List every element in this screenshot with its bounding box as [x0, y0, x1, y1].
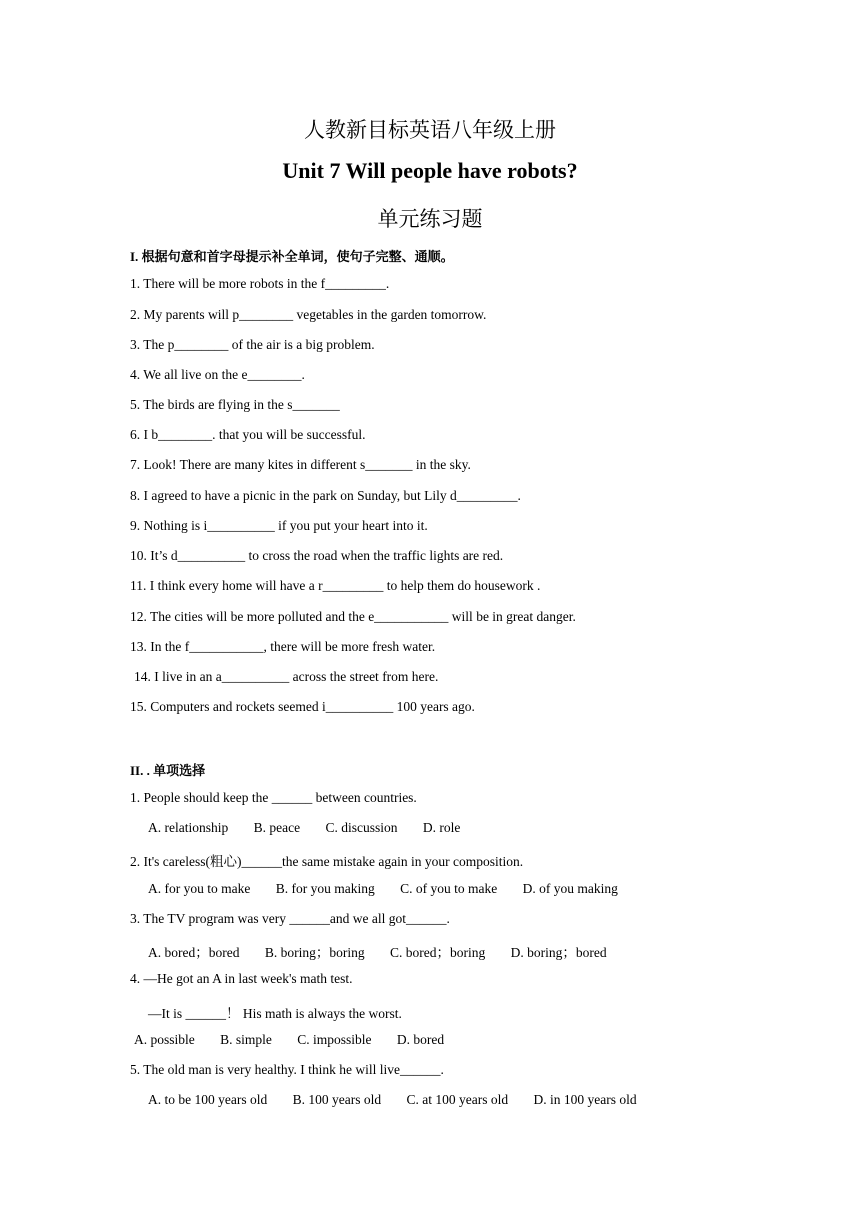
mc-question: 1. People should keep the ______ between countries.	[130, 790, 417, 805]
mc-option: B. boring；boring	[264, 945, 365, 960]
mc-option: C. at 100 years old	[406, 1092, 509, 1107]
fill-blank-item: 5. The birds are flying in the s_______	[130, 397, 340, 412]
section-1-heading	[130, 246, 454, 265]
mc-option: C. impossible	[297, 1032, 372, 1047]
mc-option: A. possible	[134, 1032, 195, 1047]
fill-blank-item: 4. We all live on the e________.	[130, 367, 305, 382]
mc-option: B. for you making	[275, 881, 375, 896]
fill-blank-item: 10. It’s d__________ to cross the road when the traffic lights are red.	[130, 548, 504, 563]
mc-option: A. to be 100 years old	[148, 1092, 268, 1107]
mc-option: B. 100 years old	[292, 1092, 382, 1107]
mc-option: A. bored；bored	[148, 945, 240, 960]
document-title-cn: 人教新目标英语八年级上册	[304, 118, 556, 142]
mc-option: C. of you to make	[400, 881, 498, 896]
mc-question: 3. The TV program was very ______and we all got______.	[130, 911, 450, 926]
mc-option: A. for you to make	[148, 881, 251, 896]
section-2-title: 单项选择	[153, 764, 206, 779]
mc-question: 4. —He got an A in last week's math test.	[130, 971, 353, 986]
section-1-title: 根据句意和首字母提示补全单词，使句子完整、通顺。	[141, 250, 454, 265]
section-2-number: II. .	[130, 763, 150, 778]
mc-options	[134, 1032, 466, 1048]
fill-blank-item: 9. Nothing is i__________ if you put your heart into it.	[130, 518, 428, 533]
mc-option: C. discussion	[325, 820, 398, 835]
mc-option: D. role	[422, 820, 461, 835]
fill-blank-item: 6. I b________. that you will be successful.	[130, 427, 366, 442]
fill-blank-item: 14. I live in an a__________ across the street from here.	[134, 669, 439, 684]
mc-option: C. bored；boring	[389, 945, 486, 960]
fill-blank-item: 8. I agreed to have a picnic in the park on Sunday, but Lily d_________.	[130, 488, 521, 503]
mc-option: B. simple	[220, 1032, 272, 1047]
mc-option: A. relationship	[148, 820, 229, 835]
fill-blank-item: 15. Computers and rockets seemed i__________ 100 years ago.	[130, 699, 475, 714]
mc-option: D. of you making	[522, 881, 618, 896]
mc-options	[148, 881, 640, 897]
mc-options	[148, 820, 482, 836]
mc-option: D. boring；bored	[510, 945, 607, 960]
mc-question: 2. It's careless(粗心)______the same mistake again in your composition.	[130, 854, 524, 869]
fill-blank-item: 11. I think every home will have a r_________ to help them do housework .	[130, 578, 541, 593]
mc-question: 5. The old man is very healthy. I think he will live______.	[130, 1062, 444, 1077]
document-subtitle: 单元练习题	[377, 207, 483, 231]
fill-blank-item: 1. There will be more robots in the f_________.	[130, 276, 390, 291]
section-1-number: I.	[130, 249, 139, 264]
mc-option: D. in 100 years old	[533, 1092, 637, 1107]
document-title-en: Unit 7 Will people have robots?	[282, 158, 578, 183]
fill-blank-item: 3. The p________ of the air is a big problem.	[130, 337, 375, 352]
mc-question-reply: —It is ______！ His math is always the worst.	[148, 1006, 402, 1021]
fill-blank-item: 2. My parents will p________ vegetables in the garden tomorrow.	[130, 307, 487, 322]
section-2-heading	[130, 760, 205, 779]
mc-options	[148, 1092, 659, 1108]
mc-option: D. bored	[396, 1032, 445, 1047]
fill-blank-item: 7. Look! There are many kites in different s_______ in the sky.	[130, 457, 471, 472]
mc-options	[148, 941, 629, 961]
fill-blank-item: 12. The cities will be more polluted and the e___________ will be in great danger.	[130, 609, 576, 624]
fill-blank-item: 13. In the f___________, there will be more fresh water.	[130, 639, 436, 654]
mc-option: B. peace	[253, 820, 301, 835]
